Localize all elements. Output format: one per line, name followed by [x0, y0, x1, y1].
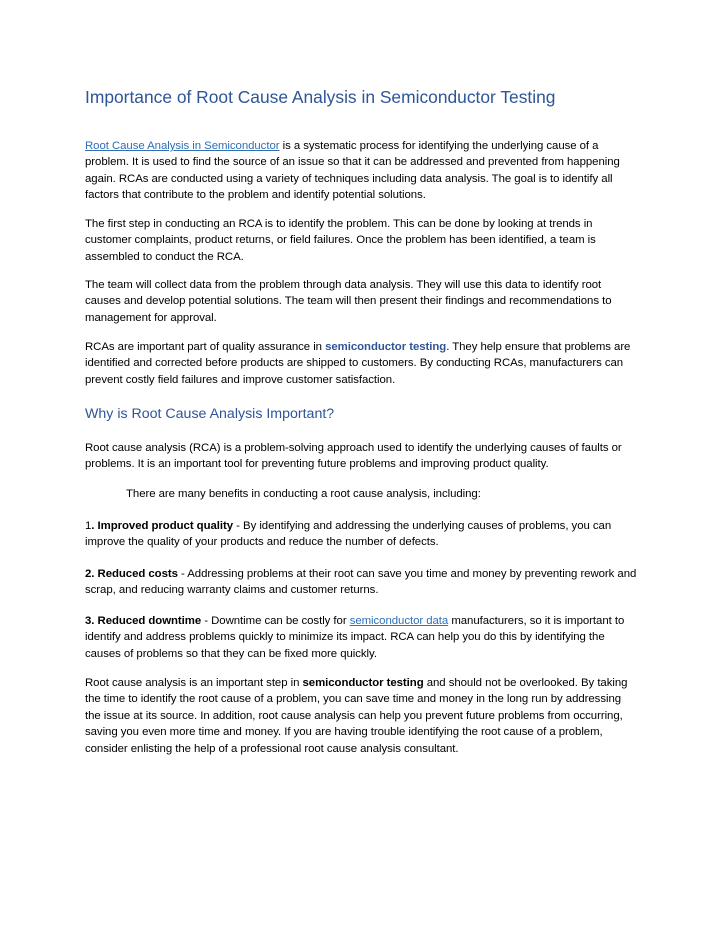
- section-heading-why-rca: Why is Root Cause Analysis Important?: [85, 406, 335, 422]
- conclusion-text-before: Root cause analysis is an important step in: [85, 677, 303, 689]
- benefit-number-dot: .: [91, 520, 95, 532]
- document-title: Importance of Root Cause Analysis in Semiconductor Testing: [85, 87, 556, 107]
- benefit-text-before: - Downtime can be costly for: [201, 615, 350, 627]
- paragraph-quality-assurance: [85, 339, 637, 388]
- benefit-text: - By identifying and addressing the underlying causes of problems, you can improve the quality of your products and reduce the number of defects.: [85, 520, 612, 549]
- conclusion-text-after: and should not be overlooked. By taking the time to identify the root cause of a problem, you can save time and money in the long run by addressing the issue at its source. In addition, root cause analysis can help you prevent future problems from occurring, saving you even more time and money. If you are having trouble identifying the root cause of a problem, consider enlisting the help of a professional root cause analysis consultant.: [85, 677, 628, 755]
- rca-semiconductor-link[interactable]: Root Cause Analysis in Semiconductor: [85, 140, 280, 152]
- qa-text-before: RCAs are important part of quality assurance in: [85, 341, 326, 353]
- benefit-number: 2.: [85, 568, 95, 580]
- conclusion-emphasis: semiconductor testing: [302, 677, 424, 689]
- benefit-text-after: manufacturers, so it is important to identify and address problems quickly to minimize its impact. RCA can help you do this by identifying the causes of problems so that they can be fixed more quickly.: [85, 615, 625, 660]
- benefit-item-costs: [85, 566, 637, 599]
- benefit-item-downtime: [85, 613, 637, 662]
- benefit-title: Improved product quality: [94, 520, 234, 532]
- benefit-title: Reduced downtime: [94, 615, 202, 627]
- benefits-intro: There are many benefits in conducting a root cause analysis, including:: [126, 488, 481, 500]
- paragraph-first-step: The first step in conducting an RCA is to identify the problem. This can be done by looking at trends in customer complaints, product returns, or field failures. Once the problem has been identified, a team is assembled to conduct the RCA.: [85, 218, 596, 263]
- benefit-number: 1: [85, 520, 92, 532]
- qa-text-after: . They help ensure that problems are identified and corrected before products are shipped to customers. By conducting RCAs, manufacturers can prevent costly field failures and improve customer satisfaction.: [85, 341, 631, 386]
- benefit-text: - Addressing problems at their root can save you time and money by preventing rework and scrap, and reducing warranty claims and customer returns.: [85, 568, 637, 597]
- semiconductor-testing-emphasis: semiconductor testing: [325, 341, 447, 353]
- benefit-item-quality: [85, 518, 637, 551]
- intro-text: is a systematic process for identifying the underlying cause of a problem. It is used to find the source of an issue so that it can be addressed and prevented from happening again. RCAs are conducted using a variety of techniques including data analysis. The goal is to identify all factors that contribute to the problem and identify potential solutions.: [85, 140, 620, 202]
- benefit-number: 3.: [85, 615, 95, 627]
- intro-paragraph: [85, 138, 637, 204]
- benefit-title: Reduced costs: [94, 568, 178, 580]
- conclusion-paragraph: [85, 675, 637, 757]
- paragraph-team-data: The team will collect data from the problem through data analysis. They will use this data to identify root causes and develop potential solutions. The team will then present their findings and recommendations to management for approval.: [85, 279, 612, 324]
- paragraph-rca-definition: Root cause analysis (RCA) is a problem-solving approach used to identify the underlying causes of faults or problems. It is an important tool for preventing future problems and improving product quality.: [85, 442, 622, 471]
- semiconductor-data-link[interactable]: semiconductor data: [349, 615, 449, 627]
